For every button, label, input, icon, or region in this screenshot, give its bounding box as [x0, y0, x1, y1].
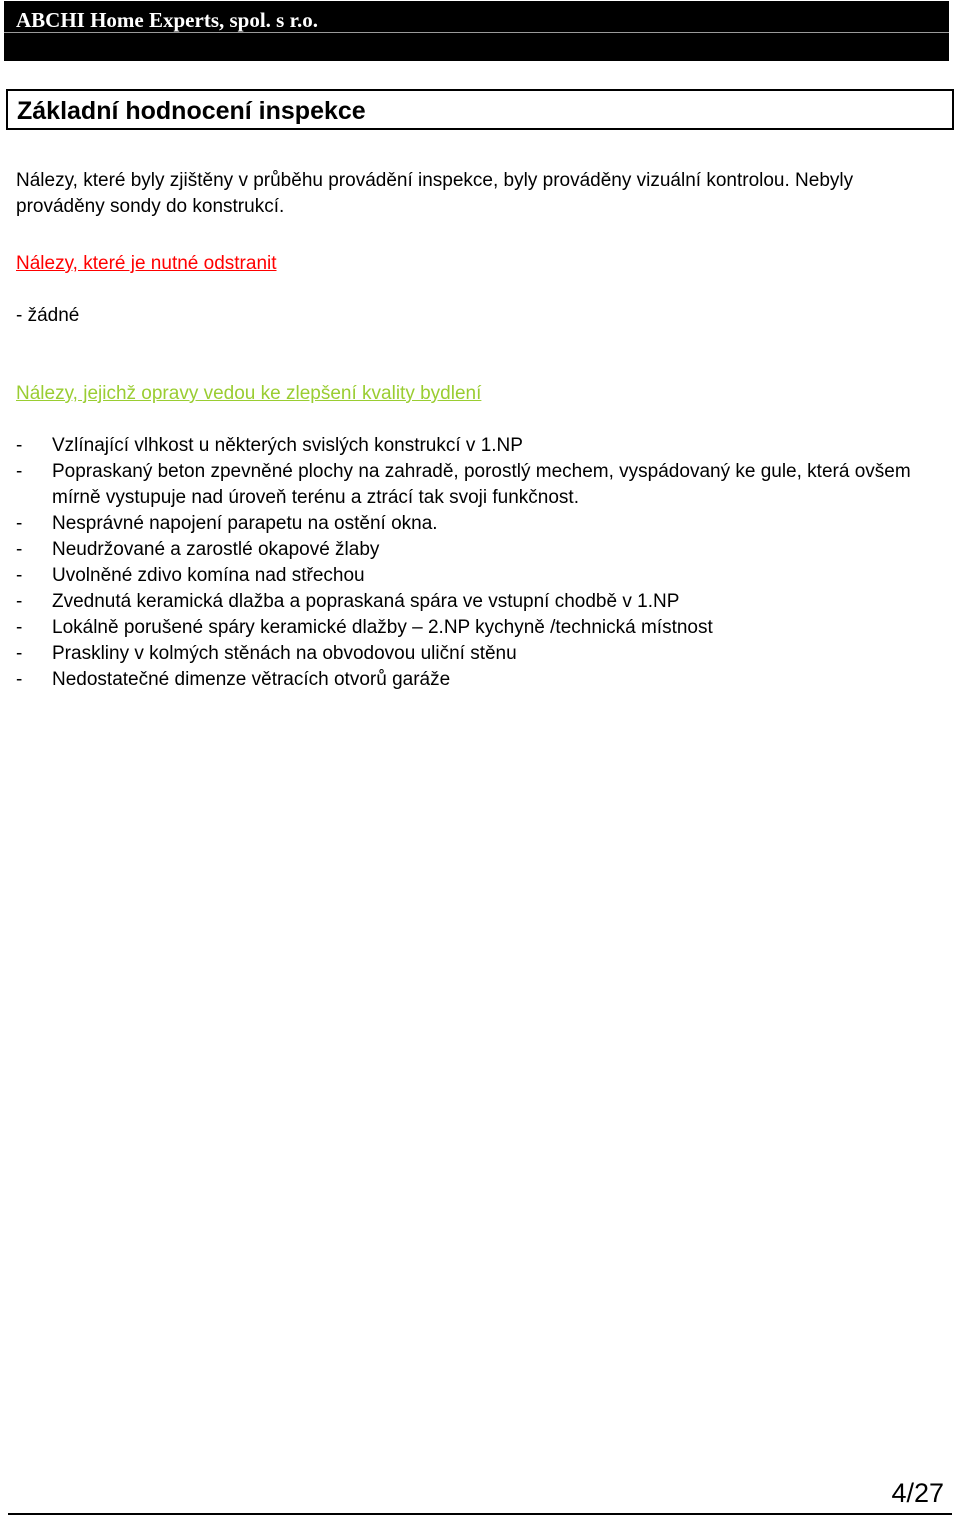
must-remove-none: - žádné [16, 305, 80, 326]
list-item-text: Praskliny v kolmých stěnách na obvodovou uliční stěnu [52, 643, 517, 664]
improvements-list [16, 433, 950, 693]
list-dash: - [16, 565, 23, 586]
list-item-text: Nedostatečné dimenze větracích otvorů garáže [52, 669, 451, 690]
list-item [16, 589, 950, 615]
list-item-text: Vzlínající vlhkost u některých svislých konstrukcí v 1.NP [52, 435, 523, 456]
list-dash: - [16, 643, 23, 664]
company-name: ABCHI Home Experts, spol. s r.o. [16, 8, 318, 32]
list-item [16, 615, 950, 641]
intro-paragraph: Nálezy, které byly zjištěny v průběhu provádění inspekce, byly prováděny vizuální kontrolou. Nebyly prováděny sondy do konstrukcí. [16, 170, 854, 217]
list-dash: - [16, 513, 23, 534]
list-dash: - [16, 461, 23, 482]
list-item [16, 511, 950, 537]
page-number: 4/27 [891, 1478, 944, 1508]
list-item-text: Nesprávné napojení parapetu na ostění okna. [52, 513, 438, 534]
list-item [16, 433, 950, 459]
section-title: Základní hodnocení inspekce [17, 97, 366, 125]
list-dash: - [16, 591, 23, 612]
list-item [16, 667, 950, 693]
list-item [16, 537, 950, 563]
list-dash: - [16, 617, 23, 638]
list-dash: - [16, 435, 23, 456]
list-item-text: Neudržované a zarostlé okapové žlaby [52, 539, 380, 560]
list-item [16, 459, 950, 511]
list-item-text: Popraskaný beton zpevněné plochy na zahradě, porostlý mechem, vyspádovaný ke gule, která ovšem mírně vystupuje nad úroveň terénu a ztrácí tak svoji funkčnost. [52, 461, 911, 508]
footer-divider [8, 1513, 952, 1515]
list-dash: - [16, 669, 23, 690]
list-item-text: Lokálně porušené spáry keramické dlažby – 2.NP kychyně /technická místnost [52, 617, 713, 638]
header-divider [4, 32, 949, 33]
list-item [16, 563, 950, 589]
must-remove-heading: Nálezy, které je nutné odstranit [16, 253, 277, 274]
list-dash: - [16, 539, 23, 560]
improvements-heading: Nálezy, jejichž opravy vedou ke zlepšení kvality bydlení [16, 383, 482, 404]
section-title-box [6, 89, 954, 130]
list-item-text: Zvednutá keramická dlažba a popraskaná spára ve vstupní chodbě v 1.NP [52, 591, 680, 612]
list-item-text: Uvolněné zdivo komína nad střechou [52, 565, 365, 586]
document-header [4, 1, 949, 61]
list-item [16, 641, 950, 667]
